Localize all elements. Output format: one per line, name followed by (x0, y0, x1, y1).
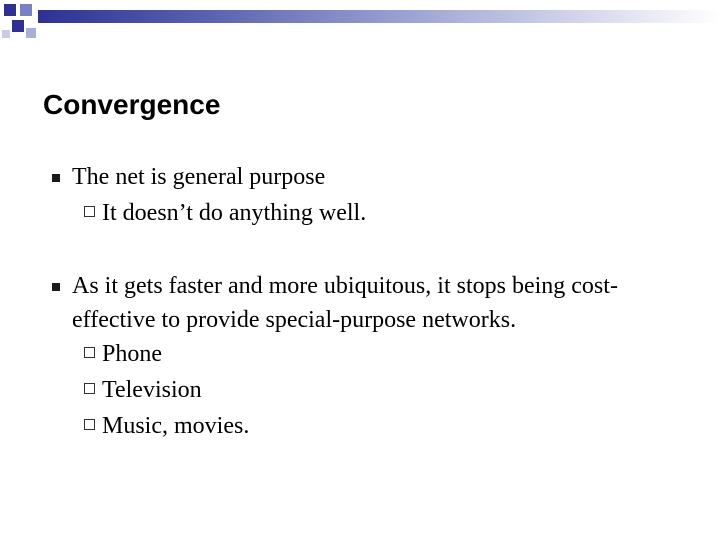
bullet-text: The net is general purpose (72, 164, 326, 190)
hollow-square-icon (84, 383, 95, 394)
subbullet-text: It doesn’t do anything well. (102, 200, 367, 226)
subbullet-item (84, 373, 684, 409)
hollow-square-icon (84, 206, 95, 217)
filled-square-icon (52, 174, 60, 182)
subbullet-text: Phone (102, 341, 162, 367)
slide-title: Convergence (43, 89, 221, 120)
subbullet-text: Music, movies. (102, 413, 250, 439)
bullet-text: As it gets faster and more ubiquitous, it stops being cost-effective to provide special-purpose networks. (72, 273, 618, 333)
filled-square-icon (52, 283, 60, 291)
hollow-square-icon (84, 419, 95, 430)
hollow-square-icon (84, 347, 95, 358)
subbullet-text: Television (102, 377, 202, 403)
subbullet-item (84, 409, 684, 445)
subbullet-item (84, 337, 684, 373)
subbullet-item (84, 196, 684, 232)
